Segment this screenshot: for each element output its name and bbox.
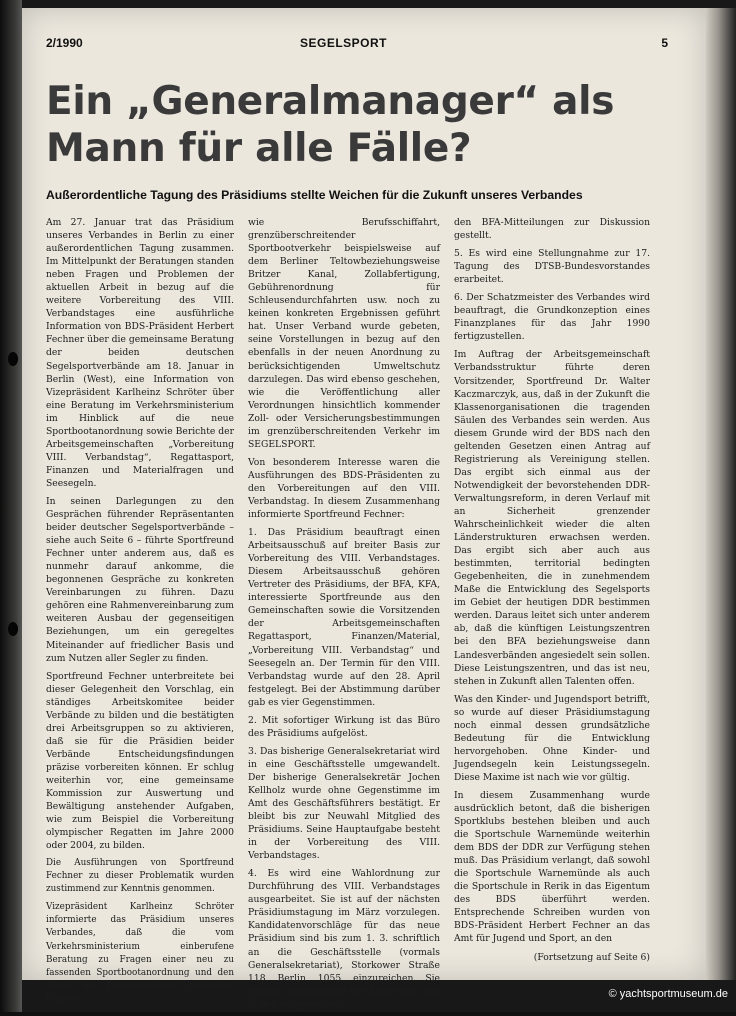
headline xyxy=(46,78,686,172)
paragraph: Am 27. Januar trat das Präsidium unseres Verbandes in Berlin zu einer außerordentlichen Tagung zusammen. Im Mittelpunkt der Beratungen standen neben Fragen und Problemen der aktuellen Arbeit in bezug auf die weitere Vorbereitung des VIII. Verbandstages eine ausführliche Information von BDS-Präsident Herbert Fechner über die gemeinsame Beratung der beiden deutschen Segelsportverbände am 18. Januar in Berlin (West), eine Information von Vizepräsident Karlheinz Schröter über eine Beratung im Verkehrsministerium im Hinblick auf die neue Sportbootanordnung sowie Berichte der Arbeitsgemeinschaften „Vorbereitung VIII. Verbandstag“, Regattasport, Finanzen und Materialfragen und Seesegeln. xyxy=(46,217,234,489)
page-edge xyxy=(706,8,736,980)
paragraph: Sportfreund Fechner unterbreitete bei dieser Gelegenheit den Vorschlag, ein ständiges Arbeitskomitee beider Verbände zu bilden und die bestätigten drei Arbeitsgruppen so zu aktivieren, daß sie für die Präsidien beider Verbände Entscheidungsfindungen präzise vorbereiten können. Er schlug weiterhin vor, eine gemeinsame Kommission zur Auswertung und Bewältigung anstehender Aufgaben, wie zum Beispiel die Vorbereitung olympischer Regatten im Jahre 2000 oder 2004, zu bilden. xyxy=(46,670,234,852)
paragraph: 2. Mit sofortiger Wirkung ist das Büro des Präsidiums aufgelöst. xyxy=(248,714,440,739)
paragraph: Im Auftrag der Arbeitsgemeinschaft Verbandsstruktur führte deren Vorsitzender, Sportfreund Dr. Walter Kaczmarczyk, aus, daß in der Zukunft die Klassenorganisationen die tragenden Säulen des Verbandes sein werden. Aus diesem Grunde wird der BDS nach den geltenden Gesetzen einen Antrag auf Registrierung als Vereinigung stellen. Das ergibt sich einmal aus der Notwendigkeit der bevorstehenden DDR-Verwaltungsreform, in deren Verlauf mit an Sicherheit grenzender Wahrscheinlichkeit wieder die alten Länderstrukturen erwachsen werden. Das ergibt sich aber auch aus bestimmten, territorial bedingten Gegebenheiten, die in zunehmendem Maße die Entwicklung des Segelsports im Gebiet der heutigen DDR bestimmen werden. Daraus leitet sich unter anderem ab, daß die künftigen Leistungszentren bei den BFA beziehungsweise dann Landesverbänden angesiedelt sein sollen. Diese Leistungszentren, und das ist neu, stehen in Zukunft allen Talenten offen. xyxy=(454,349,650,687)
punch-hole xyxy=(8,352,18,366)
magazine-name: SEGELSPORT xyxy=(300,36,388,50)
paragraph: Was den Kinder- und Jugendsport betrifft, so wurde auf dieser Präsidiumstagung noch einmal dessen grundsätzliche Bedeutung für die Entwicklung hervorgehoben. Ohne Kinder- und Jugendsegeln kein Leistungssegeln. Diese Maxime ist nach wie vor gültig. xyxy=(454,693,650,783)
paragraph: 1. Das Präsidium beauftragt einen Arbeitsausschuß auf breiter Basis zur Vorbereitung des VIII. Verbandstages. Diesem Arbeitsausschuß gehören Vertreter des Präsidiums, der BFA, KFA, interessierte Sportfreunde aus den Gemeinschaften sowie die Vorsitzenden der Arbeitsgemeinschaften Regattasport, Finanzen/Material, „Vorbereitung VIII. Verbandstag“ und Seesegeln an. Der Termin für den VIII. Verbandstag wurde auf den 28. April festgelegt. Bei der Abstimmung darüber gab es vier Gegenstimmen. xyxy=(248,527,440,708)
paragraph: Vizepräsident Karlheinz Schröter informierte das Präsidium unseres Verbandes, daß die vom Verkehrsministerium einberufene Beratung zu Fragen einer neu zu fassenden Sportbootanordnung und den damit im Zusammenhang stehenden Fragen xyxy=(46,902,234,1004)
paragraph: 5. Es wird eine Stellungnahme zur 17. Tagung des DTSB-Bundesvorstandes erarbeitet. xyxy=(454,248,650,286)
issue-number: 2/1990 xyxy=(46,36,83,50)
paragraph: 6. Der Schatzmeister des Verbandes wird beauftragt, die Grundkonzeption eines Finanzplanes für das Jahr 1990 fertigzustellen. xyxy=(454,292,650,343)
page-header xyxy=(46,36,668,54)
text-column-3 xyxy=(454,216,650,969)
paragraph: 4. Es wird eine Wahlordnung zur Durchführung des VIII. Verbandstages ausgearbeitet. Sie ist auf der nächsten Präsidiumstagung im März vorzulegen. Kandidatenvorschläge für das neue Präsidium sind bis zum 1. 3. schriftlich an die Geschäftsstelle (vormals Generalsekretariat), Storkower Straße 118, Berlin, 1055, einzureichen. Sie werden dann infolge der Kürze der Zeit in den entsprechen- xyxy=(248,868,440,1010)
paragraph: wie Berufsschiffahrt, grenzüberschreitender Sportbootverkehr beispielsweise auf dem Berliner Teltowbeziehungsweise Britzer Kanal, Zollabfertigung, Gebührenordnung für Schleusendurchfahrten usw. noch zu keinen konkreten Ergebnissen geführt hat. Unser Verband wurde gebeten, seine Vorstellungen in bezug auf den ebenfalls in der neuen Anordnung zu berücksichtigenden Umweltschutz darzulegen. Das wird ebenso geschehen, wie die Veröffentlichung aller Verordnungen hinsichtlich kommender Zoll- oder Versicherungsbestimmungen im grenzüberschreitenden Verkehr im SEGELSPORT. xyxy=(248,217,440,450)
paragraph: In seinen Darlegungen zu den Gesprächen führender Repräsentanten beider deutscher Segelsportverbände – siehe auch Seite 6 – führte Sportfreund Fechner unter anderem aus, daß es nunmehr darauf ankomme, die begonnenen Gespräche zu konkreten Vereinbarungen zu führen. Dazu gehören eine Rahmenvereinbarung zum weiteren Ausbau der gegenseitigen Beziehungen, um ein geregeltes Miteinander auf friedlicher Basis und zum Nutzen aller Segler zu finden. xyxy=(46,495,234,664)
headline-line: Ein „Generalmanager“ als xyxy=(46,79,615,124)
paragraph: Von besonderem Interesse waren die Ausführungen des BDS-Präsidenten zu den Vorbereitungen auf den VIII. Verbandstag. In diesem Zusammenhang informierte Sportfreund Fechner: xyxy=(248,456,440,521)
text-column-2 xyxy=(248,216,440,1016)
paragraph: den BFA-Mitteilungen zur Diskussion gestellt. xyxy=(454,217,650,242)
paragraph: Die Ausführungen von Sportfreund Fechner zu dieser Problematik wurden zustimmend zur Kenntnis genommen. xyxy=(46,858,234,895)
punch-hole xyxy=(8,622,18,636)
watermark: © yachtsportmuseum.de xyxy=(608,988,728,1000)
subheadline: Außerordentliche Tagung des Präsidiums stellte Weichen für die Zukunft unseres Verbandes xyxy=(46,188,583,202)
paragraph: 3. Das bisherige Generalsekretariat wird in eine Geschäftsstelle umgewandelt. Der bisherige Generalsekretär Jochen Kellholz wurde ohne Gegenstimme im Amt des Geschäftsführers bestätigt. Er bleibt bis zur Neuwahl Mitglied des Präsidiums. Seine Hauptaufgabe besteht in der Vorbereitung des VIII. Verbandstages. xyxy=(248,745,440,862)
headline-line: Mann für alle Fälle? xyxy=(46,126,472,171)
page-number: 5 xyxy=(661,36,668,50)
continuation-note: (Fortsetzung auf Seite 6) xyxy=(533,951,650,963)
text-column-1 xyxy=(46,216,234,1011)
page-binding xyxy=(0,0,22,1012)
paragraph: In diesem Zusammenhang wurde ausdrücklich betont, daß die bisherigen Sportklubs bestehen bleiben und auch die Sportschule Warnemünde weiterhin dem BDS der DDR zur Verfügung stehen muß. Das Präsidium verlangt, daß sowohl die Sportschule Warnemünde als auch die Sportschule in Rerik in das Eigentum des BDS überführt werden. Entsprechende Schreiben wurden von BDS-Präsident Herbert Fechner an das Amt für Jugend und Sport, an den xyxy=(454,789,650,945)
